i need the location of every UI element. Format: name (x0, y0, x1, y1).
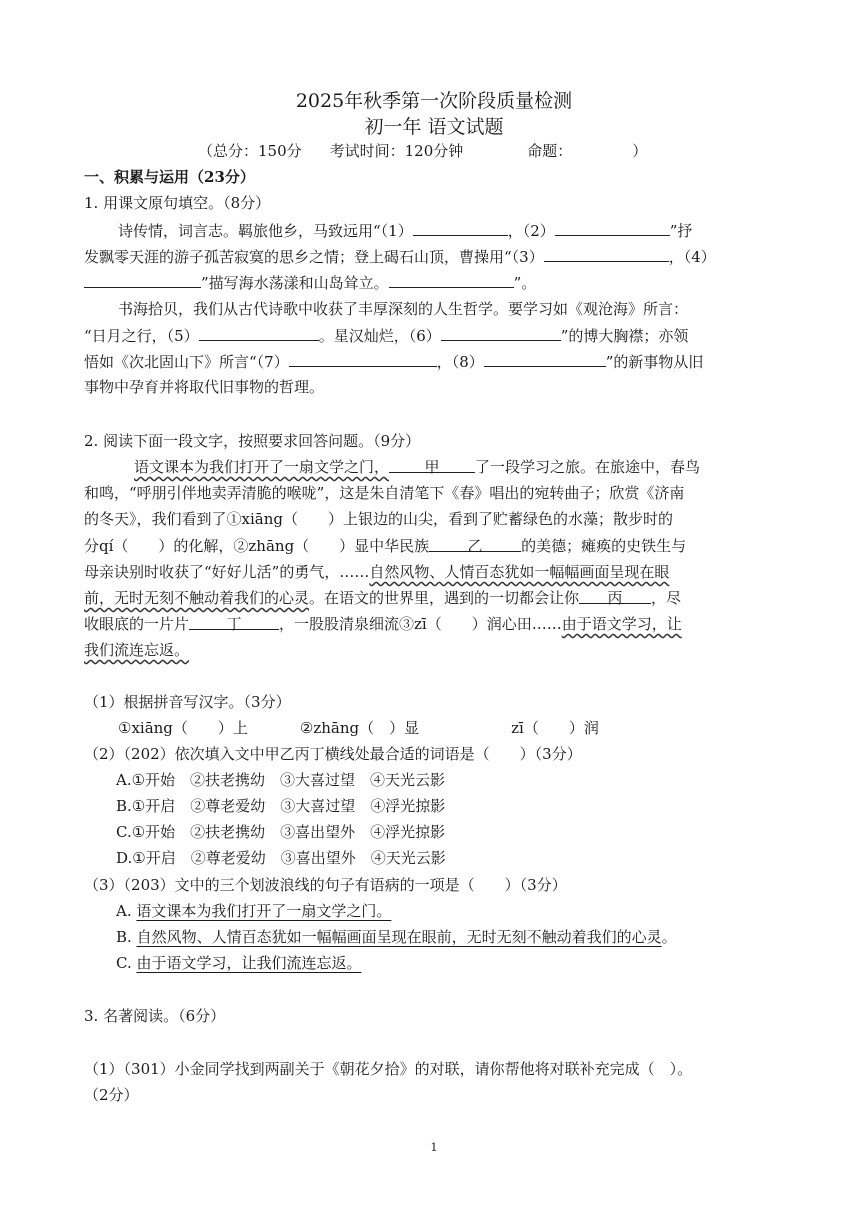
q3-heading: 3. 名著阅读。（6分） (84, 1007, 226, 1025)
answer-blank-8[interactable] (484, 351, 606, 367)
page-subtitle: 初一年 语文试题 (364, 116, 504, 138)
q2-sub1-heading: （1）根据拼音写汉字。（3分） (84, 693, 291, 711)
q2-option-d[interactable]: D.①开启 ②尊老爱幼 ③喜出望外 ④天光云影 (116, 849, 446, 867)
blank-bing[interactable]: 丙 (579, 588, 651, 604)
q2-option-a[interactable]: A.①开始 ②扶老携幼 ③大喜过望 ④天光云影 (116, 771, 446, 789)
answer-blank-4b[interactable] (389, 272, 514, 288)
answer-blank-7[interactable] (289, 351, 437, 367)
blank-yi[interactable]: 乙 (429, 536, 521, 552)
q1-line6: 悟如《次北固山下》所言“（7） ，（8） ”的新事物从旧 (84, 353, 704, 371)
q2-line8 (84, 640, 189, 660)
answer-blank-3[interactable] (544, 246, 669, 262)
q2-heading: 2. 阅读下面一段文字，按照要求回答问题。（9分） (84, 432, 421, 450)
answer-blank-5[interactable] (199, 325, 319, 341)
q2-line5: 母亲诀别时收获了“好好儿活”的勇气，……自然风物、人情百态犹如一幅幅画面呈现在眼 (84, 563, 670, 581)
q1-line2: 发飘零天涯的游子孤苦寂寞的思乡之情；登上碣石山顶，曹操用“（3） ，（4） (84, 248, 716, 266)
q2-line2: 和鸣，“呼朋引伴地卖弄清脆的喉咙”，这是朱自清笔下《春》唱出的宛转曲子；欣赏《济南 (84, 484, 685, 502)
q2-line6: 前，无时无刻不触动着我们的心灵。在语文的世界里，遇到的一切都会让你 丙 ，尽 (84, 589, 682, 607)
q3-sub1-line2: （2分） (84, 1086, 139, 1104)
q2-sub2-heading: （2）（202）依次填入文中甲乙丙丁横线处最合适的词语是（ ）（3分） (84, 745, 582, 763)
q2-option-b[interactable]: B.①开启 ②尊老爱幼 ③大喜过望 ④浮光掠影 (116, 797, 446, 815)
wavy-sentence-b2: 前，无时无刻不触动着我们的心灵 (84, 589, 310, 607)
q1-line3: ”描写海水荡漾和山岛耸立。 ”。 (84, 272, 536, 293)
q1-line7: 事物中孕育并将取代旧事物的哲理。 (84, 378, 325, 396)
q2-sub3-option-b[interactable]: B. 自然风物、人情百态犹如一幅幅画面呈现在眼前，无时无刻不触动着我们的心灵。 (116, 928, 677, 946)
q2-sub3-heading: （3）（203）文中的三个划波浪线的句子有语病的一项是（ ）（3分） (84, 876, 567, 894)
q1-line5: “日月之行，（5） 。星汉灿烂，（6） ”的博大胸襟；亦领 (84, 327, 689, 345)
q2-line7: 收眼底的一片片 丁 ，一股股清泉细流③zī（ ）润心田……由于语文学习，让 (84, 615, 682, 633)
q2-option-c[interactable]: C.①开始 ②扶老携幼 ③喜出望外 ④浮光掠影 (116, 823, 446, 841)
q2-sub3-option-c[interactable]: C. 由于语文学习，让我们流连忘返。 (116, 954, 362, 972)
answer-blank-1[interactable] (413, 220, 508, 236)
q1-line1: 诗传情，词言志。羁旅他乡，马致远用“（1） ，（2） ”抒 (118, 222, 693, 240)
blank-ding[interactable]: 丁 (189, 614, 279, 630)
answer-blank-6[interactable] (441, 325, 561, 341)
page-number: 1 (430, 1141, 438, 1154)
q1-heading: 1. 用课文原句填空。（8分） (84, 194, 271, 212)
wavy-sentence-b1: 自然风物、人情百态犹如一幅幅画面呈现在眼 (369, 563, 670, 581)
wavy-sentence-a: 语文课本为我们打开了一扇文学之门， (134, 458, 390, 476)
page-title: 2025年秋季第一次阶段质量检测 (295, 90, 573, 112)
wavy-sentence-c1: 由于语文学习，让 (561, 615, 682, 633)
wavy-sentence-c2: 我们流连忘返。 (84, 641, 190, 659)
q2-line4: 分qí（ ）的化解，②zhāng（ ）显中华民族 乙 的美德；瘫痪的史铁生与 (84, 537, 687, 555)
q2-line1: 语文课本为我们打开了一扇文学之门， 甲 了一段学习之旅。在旅途中，春鸟 (134, 458, 701, 476)
q2-sub3-option-a[interactable]: A. 语文课本为我们打开了一扇文学之门。 (116, 902, 392, 920)
section-heading: 一、积累与运用（23分） (84, 168, 255, 186)
blank-jia[interactable]: 甲 (389, 457, 475, 473)
answer-blank-2[interactable] (555, 220, 670, 236)
exam-meta: （总分：150分 考试时间：120分钟 命题： ） (198, 142, 648, 160)
q2-sub1-items: ①xiāng（ ）上 ②zhāng（ ）显 zī（ ）润 (118, 719, 599, 737)
q3-sub1-line1: （1）（301）小金同学找到两副关于《朝花夕拾》的对联，请你帮他将对联补充完成（ ）。 (84, 1060, 693, 1078)
answer-blank-4a[interactable] (84, 272, 201, 288)
q1-line4: 书海拾贝，我们从古代诗歌中收获了丰厚深刻的人生哲学。要学习如《观沧海》所言： (118, 300, 689, 318)
q2-line3: 的冬天》，我们看到了①xiāng（ ）上银边的山尖，看到了贮蓄绿色的水藻；散步时的 (84, 510, 673, 528)
